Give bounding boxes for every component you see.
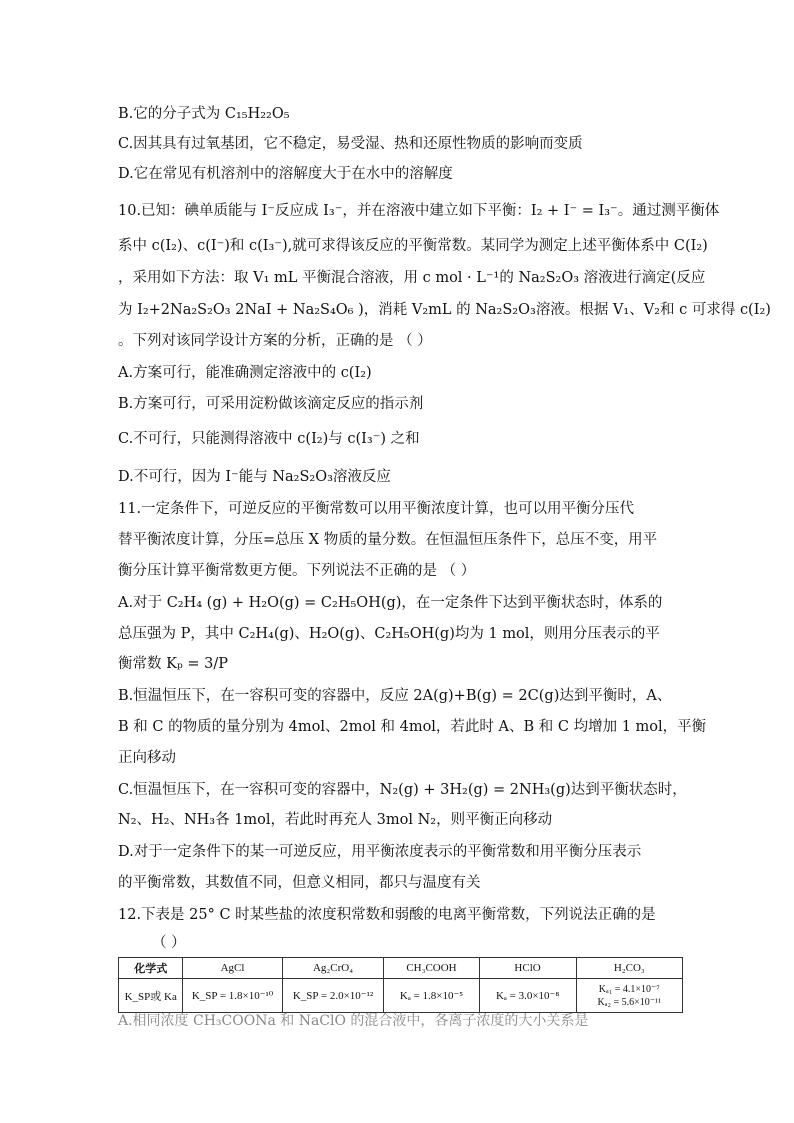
constants-table bbox=[118, 957, 683, 1013]
option-11b-line-1: B.恒温恒压下，在一容积可变的容器中，反应 2A(g)+B(g) = 2C(g)达到平衡时，A、 bbox=[118, 688, 672, 704]
question-12-line-2: （ ） bbox=[152, 935, 186, 951]
option-11b-line-3: 正向移动 bbox=[118, 750, 176, 766]
table-header-cell: CH₃COOH bbox=[384, 958, 479, 979]
cut-off-text: A.相同浓度 CH₃COONa 和 NaClO 的混合液中，各离子浓度的大小关系是 bbox=[118, 1013, 589, 1029]
option-10c: C.不可行，只能测得溶液中 c(I₂)与 c(I₃⁻) 之和 bbox=[118, 431, 420, 447]
option-9d: D.它在常见有机溶剂中的溶解度大于在水中的溶解度 bbox=[118, 166, 453, 182]
question-12-line-1: 12.下表是 25° C 时某些盐的浓度积常数和弱酸的电离平衡常数，下列说法正确的是 bbox=[118, 907, 656, 923]
question-10-line-4: 为 I₂+2Na₂S₂O₃ 2NaI + Na₂S₄O₆ )，消耗 V₂mL 的 Na₂S₂O₃溶液。根据 V₁、V₂和 c 可求得 c(I₂) bbox=[118, 302, 771, 318]
option-10d: D.不可行，因为 I⁻能与 Na₂S₂O₃溶液反应 bbox=[118, 469, 391, 485]
question-11-line-1: 11.一定条件下，可逆反应的平衡常数可以用平衡浓度计算，也可以用平衡分压代 bbox=[118, 501, 635, 517]
table-header-row bbox=[119, 958, 683, 979]
option-11d-line-1: D.对于一定条件下的某一可逆反应，用平衡浓度表示的平衡常数和用平衡分压表示 bbox=[118, 844, 642, 860]
question-10-line-1: 10.已知：碘单质能与 I⁻反应成 I₃⁻，并在溶液中建立如下平衡：I₂ + I⁻ = I₃⁻。通过测平衡体 bbox=[118, 203, 720, 219]
option-9c: C.因其具有过氧基团，它不稳定，易受湿、热和还原性物质的影响而变质 bbox=[118, 136, 583, 152]
option-11b-line-2: B 和 C 的物质的量分别为 4mol、2mol 和 4mol，若此时 A、B 和 C 均增加 1 mol，平衡 bbox=[118, 719, 707, 735]
option-10b: B.方案可行，可采用淀粉做该滴定反应的指示剂 bbox=[118, 396, 424, 412]
question-11-line-2: 替平衡浓度计算，分压=总压 X 物质的量分数。在恒温恒压条件下，总压不变，用平 bbox=[118, 532, 658, 548]
table-header-cell: 化学式 bbox=[119, 958, 183, 979]
table-cell: Kₐ = 1.8×10⁻⁵ bbox=[384, 979, 479, 1013]
option-11d-line-2: 的平衡常数，其数值不同，但意义相同，都只与温度有关 bbox=[118, 875, 481, 891]
table-cell-h2co3 bbox=[576, 979, 682, 1013]
question-11-line-3: 衡分压计算平衡常数更方便。下列说法不正确的是 （ ） bbox=[118, 563, 476, 579]
question-10-line-5: 。下列对该同学设计方案的分析，正确的是 （ ） bbox=[118, 333, 432, 349]
table-row-label: K_SP或 Ka bbox=[119, 979, 183, 1013]
option-11a-line-1: A.对于 C₂H₄ (g) + H₂O(g) = C₂H₅OH(g)，在一定条件下达到平衡状态时，体系的 bbox=[118, 595, 663, 611]
option-11a-line-2: 总压强为 P，其中 C₂H₄(g)、H₂O(g)、C₂H₅OH(g)均为 1 mol，则用分压表示的平 bbox=[118, 626, 660, 642]
option-9b: B.它的分子式为 C₁₅H₂₂O₅ bbox=[118, 106, 290, 122]
table-header-cell: HClO bbox=[479, 958, 576, 979]
table-header-cell: Ag₂CrO₄ bbox=[282, 958, 384, 979]
ka1-value: Kₐ₁ = 4.1×10⁻⁷ bbox=[598, 983, 660, 995]
table-cell: Kₐ = 3.0×10⁻⁸ bbox=[479, 979, 576, 1013]
table-header-cell: H₂CO₃ bbox=[576, 958, 682, 979]
option-11a-line-3: 衡常数 Kₚ = 3/P bbox=[118, 656, 228, 672]
option-10a: A.方案可行，能准确测定溶液中的 c(I₂) bbox=[118, 365, 372, 381]
table-cell: K_SP = 1.8×10⁻¹⁰ bbox=[183, 979, 282, 1013]
option-11c-line-2: N₂、H₂、NH₃各 1mol，若此时再充人 3mol N₂，则平衡正向移动 bbox=[118, 812, 553, 828]
table-row bbox=[119, 979, 683, 1013]
ka2-value: Kₐ₂ = 5.6×10⁻¹¹ bbox=[597, 996, 662, 1008]
table-cell: K_SP = 2.0×10⁻¹² bbox=[282, 979, 384, 1013]
question-10-line-3: ，采用如下方法：取 V₁ mL 平衡混合溶液，用 c mol · L⁻¹的 Na₂S₂O₃ 溶液进行滴定(反应 bbox=[118, 270, 706, 286]
question-10-line-2: 系中 c(I₂)、c(I⁻)和 c(I₃⁻),就可求得该反应的平衡常数。某同学为测定上述平衡体系中 C(I₂) bbox=[118, 238, 708, 254]
cut-off-line bbox=[118, 1013, 683, 1029]
option-11c-line-1: C.恒温恒压下，在一容积可变的容器中，N₂(g) + 3H₂(g) = 2NH₃(g)达到平衡状态时， bbox=[118, 782, 687, 798]
table-header-cell: AgCl bbox=[183, 958, 282, 979]
